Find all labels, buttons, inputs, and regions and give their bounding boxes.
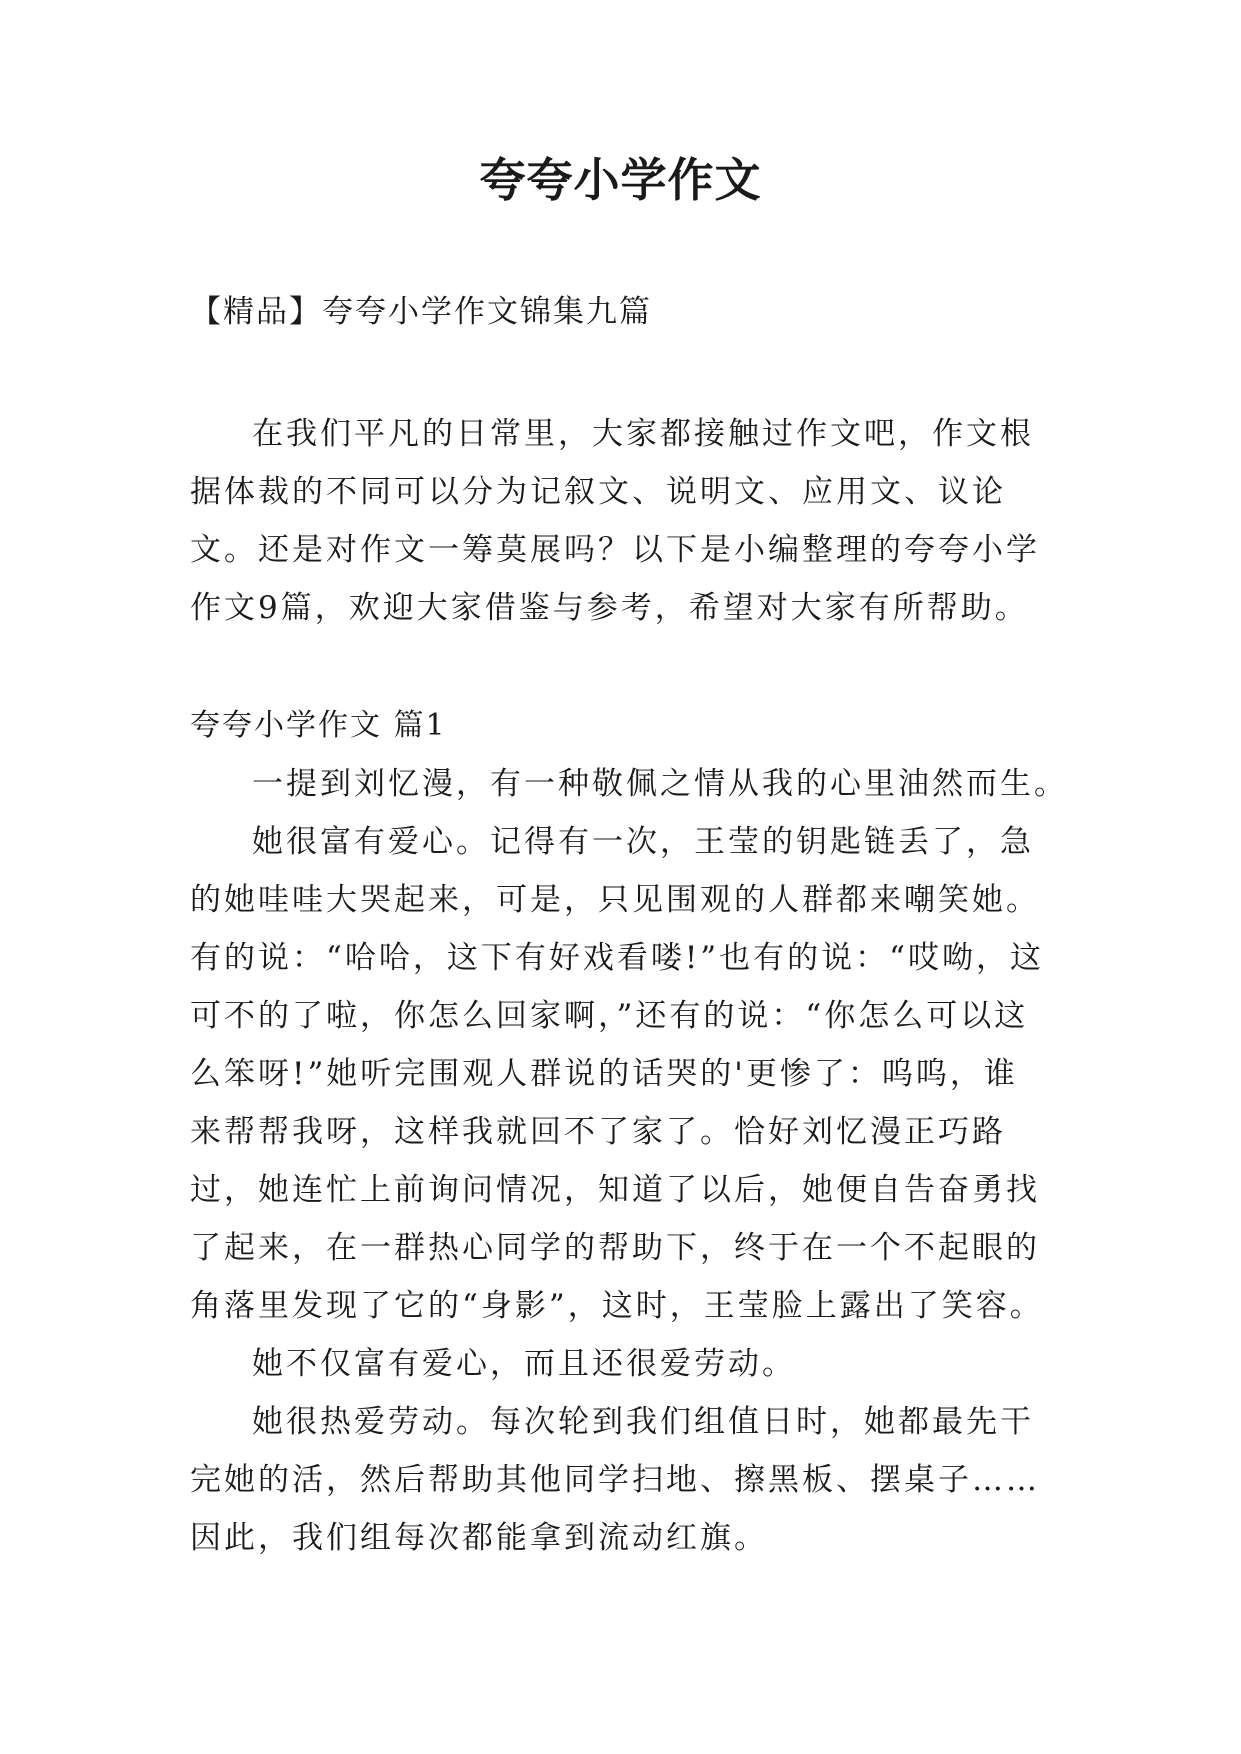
intro-paragraph: 在我们平凡的日常里，大家都接触过作文吧，作文根据体裁的不同可以分为记叙文、说明文、应用文、议论文。还是对作文一筹莫展吗？以下是小编整理的夸夸小学作文9篇，欢迎大家借鉴与参考，希望对大家有所帮助。 xyxy=(190,416,1040,626)
essay-paragraph: 她很热爱劳动。每次轮到我们组值日时，她都最先干完她的活，然后帮助其他同学扫地、擦黑板、摆桌子……因此，我们组每次都能拿到流动红旗。 xyxy=(190,1404,1040,1556)
document-subtitle: 【精品】夸夸小学作文锦集九篇 xyxy=(190,294,652,330)
essay-paragraph: 她不仅富有爱心，而且还很爱劳动。 xyxy=(252,1346,796,1382)
essay-paragraph: 她很富有爱心。记得有一次，王莹的钥匙链丢了，急的她哇哇大哭起来，可是，只见围观的人群都来嘲笑她。有的说：“哈哈，这下有好戏看喽!”也有的说：“哎呦，这可不的了啦，你怎么回家啊，”还有的说：“你怎么可以这么笨呀!”她听完围观人群说的话哭的'更惨了：呜呜，谁来帮帮我呀，这样我就回不了家了。恰好刘忆漫正巧路过，她连忙上前询问情况，知道了以后，她便自告奋勇找了起来，在一群热心同学的帮助下，终于在一个不起眼的角落里发现了它的“身影”，这时，王莹脸上露出了笑容。 xyxy=(190,824,1044,1324)
document-title: 夸夸小学作文 xyxy=(479,153,762,207)
essay-paragraph: 一提到刘忆漫，有一种敬佩之情从我的心里油然而生。 xyxy=(252,766,1068,802)
section-heading: 夸夸小学作文 篇1 xyxy=(190,708,447,743)
essay-section-1 xyxy=(190,697,1068,1567)
intro-block xyxy=(190,405,1050,637)
